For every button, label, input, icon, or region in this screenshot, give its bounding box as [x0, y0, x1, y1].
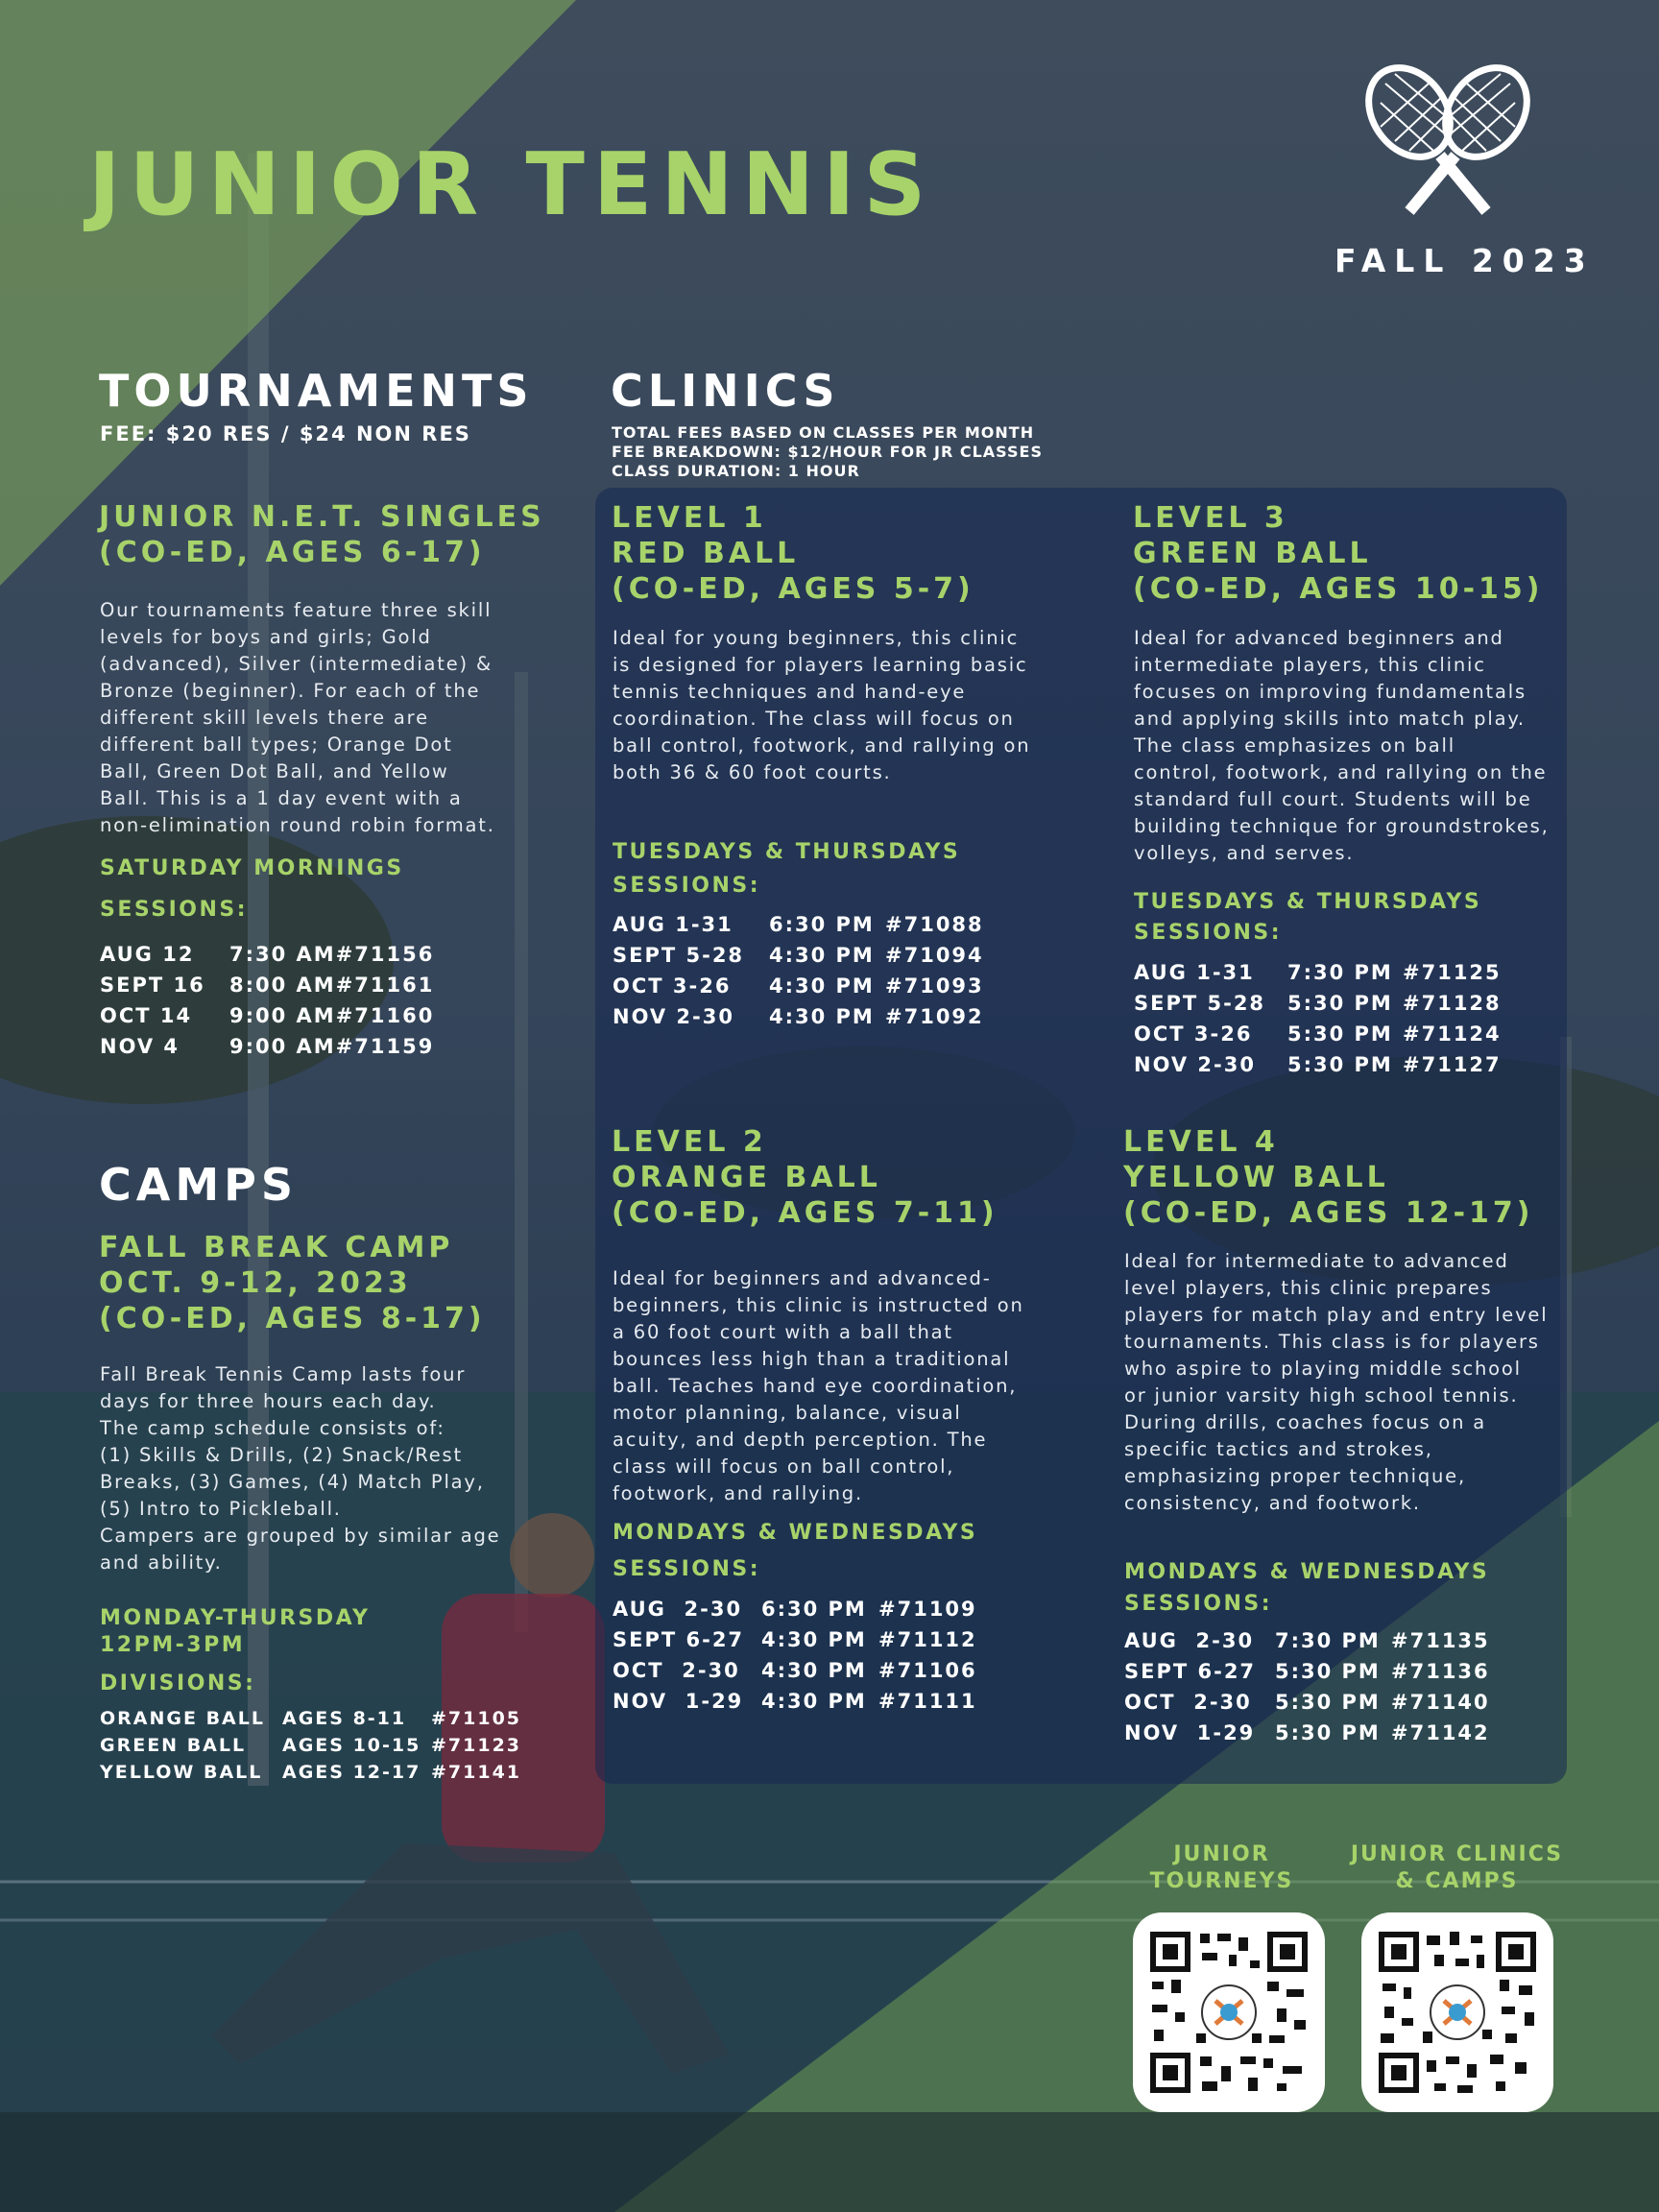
text-clinics-levels-1-description-3: and applying skills into match play.: [1134, 708, 1526, 730]
clinics-heading: CLINICS: [611, 365, 840, 417]
qr-code-clinics-camps[interactable]: [1361, 1912, 1553, 2112]
text-camps-divisions-1-ball: GREEN BALL: [100, 1735, 247, 1756]
text-tournaments-sessions-3-time: 9:00 AM: [229, 1035, 336, 1058]
tournament-day: SATURDAY MORNINGS: [100, 856, 404, 880]
camp-divisions-table: [100, 1705, 521, 1786]
text-camps-event_title-0: FALL BREAK CAMP: [99, 1231, 454, 1264]
text-clinics-levels-2-description-8: footwork, and rallying.: [613, 1482, 863, 1504]
text-clinics-levels-1-sessions-1-code: #71128: [1403, 992, 1502, 1015]
text-tournaments-sessions-3-code: #71159: [335, 1035, 435, 1058]
text-clinics-levels-1-description-5: control, footwork, and rallying on the: [1134, 761, 1548, 783]
text-tournaments-sessions-2-date: OCT 14: [100, 1004, 193, 1027]
text-clinics-levels-1-sessions-2-time: 5:30 PM: [1287, 1022, 1393, 1046]
text-qr-0-label-1: TOURNEYS: [1149, 1869, 1294, 1893]
table-row: [1134, 957, 1502, 988]
text-clinics-notes-2: CLASS DURATION: 1 HOUR: [612, 462, 860, 480]
season-label: FALL 2023: [1334, 242, 1595, 279]
text-clinics-levels-0-sessions-3-time: 4:30 PM: [769, 1005, 875, 1028]
text-clinics-levels-2-sessions-1-code: #71112: [878, 1628, 977, 1651]
text-clinics-levels-3-description-4: who aspire to playing middle school: [1124, 1358, 1522, 1380]
table-row: [613, 1624, 977, 1655]
text-clinics-levels-1-description-8: volleys, and serves.: [1134, 842, 1355, 864]
text-clinics-levels-2-sessions-3-time: 4:30 PM: [761, 1690, 867, 1713]
text-clinics-levels-1-sessions-3-date: NOV 2-30: [1134, 1053, 1256, 1076]
text-camps-divisions-0-ages: AGES 8-11: [282, 1708, 407, 1729]
text-clinics-levels-0-sessions-2-code: #71093: [885, 974, 984, 998]
text-clinics-levels-0-sessions-1-code: #71094: [885, 944, 984, 967]
text-clinics-levels-1-sessions-3-code: #71127: [1403, 1053, 1502, 1076]
qr-code-icon: [1133, 1912, 1325, 2112]
text-clinics-levels-1-title-2: (CO-ED, AGES 10-15): [1133, 572, 1544, 606]
level-4-sessions-table: [1124, 1625, 1490, 1748]
text-camps-description-5: (5) Intro to Pickleball.: [100, 1498, 342, 1520]
text-clinics-levels-3-sessions-0-time: 7:30 PM: [1275, 1629, 1381, 1652]
text-clinics-levels-1-sessions-0-code: #71125: [1403, 961, 1502, 984]
text-tournaments-event_title-0: JUNIOR N.E.T. SINGLES: [99, 500, 545, 534]
table-row: [100, 970, 434, 1000]
table-row: [613, 1594, 977, 1624]
text-camps-description-7: and ability.: [100, 1551, 223, 1574]
text-clinics-levels-0-description-1: is designed for players learning basic: [613, 654, 1028, 676]
text-clinics-levels-1-sessions-2-date: OCT 3-26: [1134, 1022, 1253, 1046]
text-camps-description-3: (1) Skills & Drills, (2) Snack/Rest: [100, 1444, 463, 1466]
text-clinics-levels-3-description-3: tournaments. This class is for players: [1124, 1331, 1540, 1353]
level-3-sessions-table: [1134, 957, 1502, 1080]
table-row: [1124, 1656, 1490, 1687]
text-clinics-levels-3-title-0: LEVEL 4: [1123, 1125, 1279, 1159]
text-clinics-levels-3-sessions-2-code: #71140: [1391, 1691, 1490, 1714]
qr-label-clinics-camps: [1344, 1841, 1570, 1895]
text-tournaments-description-0: Our tournaments feature three skill: [100, 599, 493, 621]
level-1-sessions-label: SESSIONS:: [613, 874, 761, 898]
text-clinics-levels-1-sessions-2-code: #71124: [1403, 1022, 1502, 1046]
text-clinics-levels-3-sessions-0-date: AUG 2-30: [1124, 1629, 1255, 1652]
text-clinics-notes-1: FEE BREAKDOWN: $12/HOUR FOR JR CLASSES: [612, 443, 1043, 461]
text-clinics-levels-2-sessions-2-time: 4:30 PM: [761, 1659, 867, 1682]
text-clinics-levels-0-sessions-0-time: 6:30 PM: [769, 913, 875, 936]
text-clinics-levels-2-sessions-0-code: #71109: [878, 1598, 977, 1621]
text-clinics-levels-2-description-1: beginners, this clinic is instructed on: [613, 1294, 1024, 1316]
tournament-event-title: [99, 499, 545, 570]
qr-code-tourneys[interactable]: [1133, 1912, 1325, 2112]
text-clinics-levels-0-description-2: tennis techniques and hand-eye: [613, 681, 967, 703]
camp-event-title: [99, 1230, 486, 1336]
text-clinics-levels-1-sessions-0-date: AUG 1-31: [1134, 961, 1255, 984]
text-clinics-levels-2-description-5: motor planning, balance, visual: [613, 1402, 962, 1424]
camp-days: [100, 1605, 370, 1659]
camp-divisions-label: DIVISIONS:: [100, 1671, 256, 1695]
table-row: [100, 1000, 434, 1031]
text-clinics-levels-1-sessions-0-time: 7:30 PM: [1287, 961, 1393, 984]
text-clinics-levels-1-description-4: The class emphasizes on ball: [1134, 734, 1455, 757]
text-clinics-levels-1-description-0: Ideal for advanced beginners and: [1134, 627, 1504, 649]
text-tournaments-sessions-2-time: 9:00 AM: [229, 1004, 336, 1027]
text-clinics-levels-3-title-2: (CO-ED, AGES 12-17): [1123, 1196, 1534, 1230]
text-camps-divisions-1-ages: AGES 10-15: [282, 1735, 421, 1756]
text-clinics-levels-2-description-4: ball. Teaches hand eye coordination,: [613, 1375, 1018, 1397]
text-clinics-levels-1-description-6: standard full court. Students will be: [1134, 788, 1532, 810]
text-clinics-levels-0-title-1: RED BALL: [612, 537, 800, 570]
text-qr-1-label-1: & CAMPS: [1395, 1869, 1519, 1893]
text-clinics-levels-1-description-1: intermediate players, this clinic: [1134, 654, 1486, 676]
text-tournaments-description-1: levels for boys and girls; Gold: [100, 626, 432, 648]
text-clinics-levels-1-sessions-1-time: 5:30 PM: [1287, 992, 1393, 1015]
page-title: JUNIOR TENNIS: [88, 134, 935, 235]
table-row: [613, 1001, 984, 1032]
text-tournaments-sessions-0-time: 7:30 AM: [229, 943, 336, 966]
text-camps-divisions-2-ages: AGES 12-17: [282, 1762, 421, 1783]
text-clinics-levels-1-sessions-1-date: SEPT 5-28: [1134, 992, 1266, 1015]
table-row: [613, 1655, 977, 1686]
text-clinics-levels-2-title-0: LEVEL 2: [612, 1125, 767, 1159]
level-1-sessions-table: [613, 909, 984, 1032]
text-camps-description-6: Campers are grouped by similar age: [100, 1525, 501, 1547]
text-tournaments-event_title-1: (CO-ED, AGES 6-17): [99, 536, 486, 569]
tournament-description: [100, 597, 495, 839]
tournaments-fee: FEE: $20 RES / $24 NON RES: [100, 422, 471, 445]
text-clinics-levels-0-title-2: (CO-ED, AGES 5-7): [612, 572, 974, 606]
text-tournaments-description-2: (advanced), Silver (intermediate) &: [100, 653, 493, 675]
text-clinics-levels-0-sessions-1-date: SEPT 5-28: [613, 944, 745, 967]
text-tournaments-sessions-0-code: #71156: [335, 943, 435, 966]
text-clinics-levels-0-title-0: LEVEL 1: [612, 501, 767, 535]
text-clinics-levels-3-description-5: or junior varsity high school tennis.: [1124, 1384, 1519, 1407]
table-row: [1134, 1019, 1502, 1049]
text-clinics-levels-0-sessions-2-date: OCT 3-26: [613, 974, 732, 998]
qr-label-tourneys: [1114, 1841, 1330, 1895]
tournament-sessions-label: SESSIONS:: [100, 898, 249, 922]
text-tournaments-description-4: different skill levels there are: [100, 707, 429, 729]
text-clinics-levels-3-title-1: YELLOW BALL: [1123, 1161, 1389, 1194]
table-row: [613, 971, 984, 1001]
text-tournaments-description-3: Bronze (beginner). For each of the: [100, 680, 481, 702]
table-row: [1124, 1687, 1490, 1718]
camp-description: [100, 1361, 500, 1576]
text-clinics-levels-3-description-6: During drills, coaches focus on a: [1124, 1411, 1487, 1433]
text-clinics-levels-2-description-3: bounces less high than a traditional: [613, 1348, 1011, 1370]
tournaments-heading: TOURNAMENTS: [99, 365, 534, 417]
text-clinics-levels-0-sessions-0-code: #71088: [885, 913, 984, 936]
table-row: [613, 1686, 977, 1717]
text-camps-days-0: MONDAY-THURSDAY: [100, 1606, 371, 1630]
text-clinics-levels-3-sessions-0-code: #71135: [1391, 1629, 1490, 1652]
text-clinics-levels-1-sessions-3-time: 5:30 PM: [1287, 1053, 1393, 1076]
text-tournaments-sessions-1-date: SEPT 16: [100, 974, 205, 997]
qr-code-icon: [1361, 1912, 1553, 2112]
level-2-title: [612, 1124, 998, 1231]
text-camps-divisions-0-code: #71105: [431, 1708, 522, 1729]
text-clinics-levels-2-title-1: ORANGE BALL: [612, 1161, 881, 1194]
text-clinics-levels-0-sessions-1-time: 4:30 PM: [769, 944, 875, 967]
text-qr-0-label-0: JUNIOR: [1173, 1842, 1270, 1866]
text-clinics-levels-1-title-1: GREEN BALL: [1133, 537, 1372, 570]
text-clinics-levels-3-description-7: specific tactics and strokes,: [1124, 1438, 1433, 1460]
text-qr-1-label-0: JUNIOR CLINICS: [1350, 1842, 1564, 1866]
level-1-title: [612, 500, 974, 607]
level-2-day: MONDAYS & WEDNESDAYS: [613, 1521, 978, 1545]
level-2-sessions-table: [613, 1594, 977, 1717]
text-tournaments-description-7: Ball. This is a 1 day event with a: [100, 787, 463, 809]
level-2-sessions-label: SESSIONS:: [613, 1557, 761, 1581]
text-camps-divisions-2-ball: YELLOW BALL: [100, 1762, 263, 1783]
text-camps-description-4: Breaks, (3) Games, (4) Match Play,: [100, 1471, 485, 1493]
text-clinics-levels-3-sessions-1-date: SEPT 6-27: [1124, 1660, 1257, 1683]
table-row: [100, 1759, 521, 1786]
text-clinics-levels-2-sessions-2-code: #71106: [878, 1659, 977, 1682]
text-clinics-levels-2-sessions-0-date: AUG 2-30: [613, 1598, 743, 1621]
level-3-day: TUESDAYS & THURSDAYS: [1134, 890, 1482, 914]
text-clinics-levels-3-sessions-3-time: 5:30 PM: [1275, 1721, 1381, 1744]
level-4-sessions-label: SESSIONS:: [1124, 1592, 1273, 1616]
text-clinics-levels-0-sessions-3-code: #71092: [885, 1005, 984, 1028]
text-clinics-levels-2-description-2: a 60 foot court with a ball that: [613, 1321, 953, 1343]
table-row: [1134, 988, 1502, 1019]
table-row: [100, 1732, 521, 1759]
table-row: [100, 1031, 434, 1062]
text-clinics-levels-0-sessions-3-date: NOV 2-30: [613, 1005, 734, 1028]
level-1-description: [613, 625, 1030, 786]
crossed-rackets-icon: [1352, 60, 1544, 223]
text-camps-event_title-1: OCT. 9-12, 2023: [99, 1266, 412, 1300]
text-camps-description-2: The camp schedule consists of:: [100, 1417, 445, 1439]
text-clinics-levels-2-sessions-3-code: #71111: [878, 1690, 977, 1713]
text-clinics-levels-3-sessions-2-date: OCT 2-30: [1124, 1691, 1252, 1714]
text-clinics-levels-0-sessions-2-time: 4:30 PM: [769, 974, 875, 998]
text-camps-description-0: Fall Break Tennis Camp lasts four: [100, 1363, 467, 1385]
text-clinics-levels-3-sessions-2-time: 5:30 PM: [1275, 1691, 1381, 1714]
level-3-description: [1134, 625, 1550, 867]
level-2-description: [613, 1265, 1024, 1507]
table-row: [100, 1705, 521, 1732]
text-clinics-levels-2-description-7: class will focus on ball control,: [613, 1455, 955, 1478]
text-clinics-levels-1-description-7: building technique for groundstrokes,: [1134, 815, 1550, 837]
level-3-sessions-label: SESSIONS:: [1134, 921, 1283, 945]
level-4-description: [1124, 1248, 1548, 1517]
text-clinics-levels-1-title-0: LEVEL 3: [1133, 501, 1288, 535]
text-camps-divisions-0-ball: ORANGE BALL: [100, 1708, 265, 1729]
level-4-title: [1123, 1124, 1534, 1231]
text-clinics-levels-2-sessions-1-date: SEPT 6-27: [613, 1628, 745, 1651]
text-clinics-levels-3-description-8: emphasizing proper technique,: [1124, 1465, 1466, 1487]
text-clinics-levels-3-sessions-3-date: NOV 1-29: [1124, 1721, 1256, 1744]
text-tournaments-sessions-0-date: AUG 12: [100, 943, 195, 966]
table-row: [1124, 1718, 1490, 1748]
text-clinics-levels-3-sessions-1-time: 5:30 PM: [1275, 1660, 1381, 1683]
text-clinics-levels-2-title-2: (CO-ED, AGES 7-11): [612, 1196, 998, 1230]
text-clinics-levels-0-sessions-0-date: AUG 1-31: [613, 913, 733, 936]
text-clinics-levels-3-description-1: level players, this clinic prepares: [1124, 1277, 1493, 1299]
text-clinics-levels-1-description-2: focuses on improving fundamentals: [1134, 681, 1527, 703]
level-1-day: TUESDAYS & THURSDAYS: [613, 840, 961, 864]
text-clinics-levels-2-sessions-3-date: NOV 1-29: [613, 1690, 744, 1713]
text-clinics-levels-3-description-0: Ideal for intermediate to advanced: [1124, 1250, 1509, 1272]
text-camps-description-1: days for three hours each day.: [100, 1390, 437, 1412]
table-row: [100, 939, 434, 970]
camps-heading: CAMPS: [99, 1159, 298, 1211]
tournament-sessions-table: [100, 939, 434, 1062]
text-camps-divisions-2-code: #71141: [431, 1762, 522, 1783]
text-tournaments-description-6: Ball, Green Dot Ball, and Yellow: [100, 760, 449, 782]
text-clinics-levels-3-description-9: consistency, and footwork.: [1124, 1492, 1421, 1514]
table-row: [1134, 1049, 1502, 1080]
text-clinics-levels-3-description-2: players for match play and entry level: [1124, 1304, 1549, 1326]
text-clinics-levels-2-description-0: Ideal for beginners and advanced-: [613, 1267, 992, 1289]
table-row: [1124, 1625, 1490, 1656]
text-tournaments-sessions-3-date: NOV 4: [100, 1035, 180, 1058]
text-camps-divisions-1-code: #71123: [431, 1735, 522, 1756]
text-camps-event_title-2: (CO-ED, AGES 8-17): [99, 1302, 486, 1335]
table-row: [613, 909, 984, 940]
text-clinics-levels-3-sessions-3-code: #71142: [1391, 1721, 1490, 1744]
text-clinics-levels-2-sessions-2-date: OCT 2-30: [613, 1659, 740, 1682]
text-tournaments-description-8: non-elimination round robin format.: [100, 814, 495, 836]
text-tournaments-sessions-1-time: 8:00 AM: [229, 974, 336, 997]
text-clinics-levels-2-sessions-0-time: 6:30 PM: [761, 1598, 867, 1621]
text-clinics-levels-0-description-4: ball control, footwork, and rallying on: [613, 734, 1031, 757]
text-clinics-levels-2-sessions-1-time: 4:30 PM: [761, 1628, 867, 1651]
text-tournaments-sessions-1-code: #71161: [335, 974, 435, 997]
text-clinics-levels-2-description-6: acuity, and depth perception. The: [613, 1429, 988, 1451]
level-4-day: MONDAYS & WEDNESDAYS: [1124, 1560, 1490, 1584]
text-clinics-levels-0-description-5: both 36 & 60 foot courts.: [613, 761, 892, 783]
level-3-title: [1133, 500, 1544, 607]
text-clinics-levels-3-sessions-1-code: #71136: [1391, 1660, 1490, 1683]
text-tournaments-description-5: different ball types; Orange Dot: [100, 733, 453, 756]
table-row: [613, 940, 984, 971]
clinics-fee-notes: [612, 423, 1043, 481]
text-camps-days-1: 12PM-3PM: [100, 1633, 246, 1657]
text-tournaments-sessions-2-code: #71160: [335, 1004, 435, 1027]
text-clinics-levels-0-description-0: Ideal for young beginners, this clinic: [613, 627, 1020, 649]
text-clinics-levels-0-description-3: coordination. The class will focus on: [613, 708, 1015, 730]
text-clinics-notes-0: TOTAL FEES BASED ON CLASSES PER MONTH: [612, 423, 1035, 442]
